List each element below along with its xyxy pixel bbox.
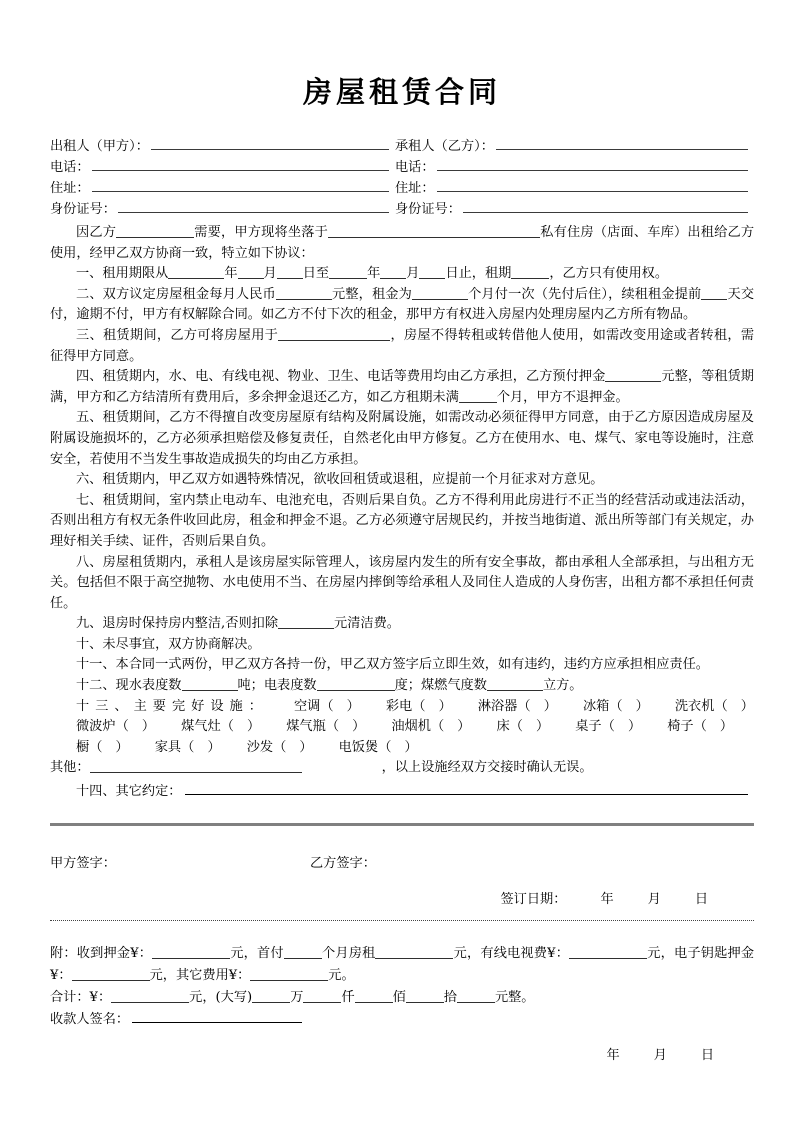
lessee-name-field[interactable] bbox=[395, 137, 754, 158]
receipt-p4: 元，有线电视费¥： bbox=[453, 945, 570, 961]
facility-item bbox=[360, 697, 452, 718]
clause-12-p3: 度；煤燃气度数 bbox=[394, 678, 487, 694]
preamble-part3: 私有住房（店面、车库）出租给乙方使用，经甲乙双方协商一致，特立如下协议： bbox=[50, 225, 755, 261]
gas-meter-blank[interactable] bbox=[487, 678, 543, 691]
lessor-address-field[interactable] bbox=[50, 179, 395, 200]
receipt-other-fee-blank[interactable] bbox=[250, 968, 328, 981]
lessor-name-label: 出租人（甲方）： bbox=[50, 139, 149, 154]
lessor-address-blank[interactable] bbox=[92, 179, 389, 192]
clause-2-p2: 元整，租金为 bbox=[331, 286, 412, 302]
clause-8: 八、房屋租赁期内，承租人是该房屋实际管理人，该房屋内发生的所有安全事故，都由承租人全部承担，与出租方无关。包括但不限于高空抛物、水电使用不当、在房屋内摔倒等给承租人及同住人造成的人身伤害，出租方都不承担任何责任。 bbox=[50, 554, 754, 611]
receipt-p3: 个月房租 bbox=[321, 945, 376, 961]
receipt-key-deposit-blank[interactable] bbox=[72, 968, 150, 981]
start-year-blank[interactable] bbox=[168, 266, 224, 279]
clause-5: 五、租赁期间，乙方不得擅自改变房屋原有结构及附属设施，如需改动必须征得甲方同意，由于乙方原因造成房屋及附属设施损坏的，乙方必须承担赔偿及修复责任，自然老化由甲方修复。乙方在使用水、电、煤气、家电等设施时，注意安全，若使用不当发生事故造成损失的均由乙方承担。 bbox=[50, 410, 754, 467]
clause-3 bbox=[50, 326, 754, 367]
facility-label: 床 bbox=[496, 719, 510, 735]
total-shi-blank[interactable] bbox=[406, 990, 444, 1003]
facility-checkbox[interactable]: （ ） bbox=[89, 739, 129, 755]
facility-item bbox=[365, 717, 470, 738]
facility-label: 微波炉 bbox=[76, 719, 116, 735]
clause-1-p1: 一、租用期限从 bbox=[76, 266, 169, 282]
clause-2 bbox=[50, 285, 754, 326]
clause-2-p3: 个月付一次（先付后住），续租租金提前 bbox=[467, 286, 702, 302]
payment-months-blank[interactable] bbox=[412, 287, 468, 300]
section-divider bbox=[50, 823, 754, 826]
facility-label: 家具 bbox=[154, 739, 182, 755]
party-a-signature-label: 甲方签字： bbox=[50, 855, 116, 871]
facility-checkbox[interactable]: （ ） bbox=[115, 719, 156, 735]
facility-checkbox[interactable]: （ ） bbox=[693, 719, 734, 735]
facility-item bbox=[452, 697, 557, 718]
receipt-total-line bbox=[50, 987, 754, 1009]
lessee-id-blank[interactable] bbox=[463, 200, 748, 213]
facility-item bbox=[313, 738, 418, 759]
signature-row bbox=[50, 854, 754, 874]
total-p3: 万 bbox=[290, 989, 304, 1005]
renewal-days-blank[interactable] bbox=[701, 287, 727, 300]
facility-item bbox=[549, 717, 641, 738]
lessor-id-blank[interactable] bbox=[118, 200, 389, 213]
signing-date-day: 日 bbox=[694, 891, 708, 907]
lessor-id-field[interactable] bbox=[50, 200, 395, 221]
clause-4-p3: 个月，甲方不退押金。 bbox=[496, 389, 629, 405]
facility-item bbox=[649, 697, 754, 718]
facility-checkbox[interactable]: （ ） bbox=[609, 698, 649, 714]
preamble-paragraph bbox=[50, 223, 754, 264]
facility-checkbox[interactable]: （ ） bbox=[412, 698, 452, 714]
receipt-p5: 元，电子钥匙押金¥： bbox=[50, 945, 755, 983]
parties-header bbox=[50, 137, 754, 221]
water-meter-blank[interactable] bbox=[182, 678, 238, 691]
start-month-blank[interactable] bbox=[238, 266, 264, 279]
clause-12-p2: 吨；电表度数 bbox=[237, 678, 317, 694]
clause-13-other-row bbox=[50, 758, 754, 779]
facility-checkbox[interactable]: （ ） bbox=[220, 719, 261, 735]
total-p7: 元整。 bbox=[494, 989, 535, 1005]
other-terms-blank[interactable] bbox=[185, 781, 749, 795]
clause-1-p2: 年 bbox=[224, 266, 238, 282]
facility-checkbox[interactable]: （ ） bbox=[181, 739, 221, 755]
facility-item bbox=[471, 717, 550, 738]
signing-date-year: 年 bbox=[600, 891, 614, 907]
lessor-id-label: 身份证号： bbox=[50, 202, 116, 217]
total-p6: 拾 bbox=[443, 989, 457, 1005]
receipt-p6: 元，其它费用¥： bbox=[149, 967, 251, 983]
clause-4-p1: 四、租赁期内，水、电、有线电视、物业、卫生、电话等费用均由乙方承担，乙方预付押金 bbox=[76, 369, 606, 385]
lessor-name-field[interactable] bbox=[50, 137, 395, 158]
total-wan-blank[interactable] bbox=[252, 990, 290, 1003]
end-month-blank[interactable] bbox=[380, 266, 406, 279]
clause-2-p4: 天交付，逾期不付，甲方有权解除合同。如乙方不付下次的租金，那甲方有权进入房屋内处理房屋内乙方所有物品。 bbox=[50, 286, 755, 323]
party-b-signature-field[interactable] bbox=[310, 854, 570, 874]
facility-checkbox[interactable]: （ ） bbox=[325, 719, 366, 735]
facility-label: 空调 bbox=[293, 698, 321, 714]
facility-item bbox=[557, 697, 649, 718]
facility-item bbox=[129, 738, 221, 759]
receipt-date-month: 月 bbox=[653, 1047, 667, 1063]
lessee-phone-blank[interactable] bbox=[437, 158, 748, 171]
clause-13-note: ，以上设施经双方交接时确认无误。 bbox=[381, 760, 593, 776]
lessee-name-blank[interactable] bbox=[496, 137, 748, 150]
payee-signature-field[interactable] bbox=[50, 1009, 754, 1031]
clause-9-p2: 元清洁费。 bbox=[334, 616, 400, 632]
clause-1-p8: ，乙方只有使用权。 bbox=[549, 266, 669, 282]
facility-label: 煤气瓶 bbox=[286, 719, 326, 735]
facility-checkbox[interactable]: （ ） bbox=[273, 739, 313, 755]
facility-label: 彩电 bbox=[385, 698, 413, 714]
clause-12-p4: 立方。 bbox=[542, 678, 583, 694]
clause-13-other-label: 其他： bbox=[50, 760, 90, 776]
signing-date-month: 月 bbox=[647, 891, 661, 907]
receipt-first-months-blank[interactable] bbox=[284, 946, 322, 959]
facility-checkbox[interactable]: （ ） bbox=[509, 719, 550, 735]
facility-label: 椅子 bbox=[667, 719, 694, 735]
facility-item bbox=[50, 738, 129, 759]
lessor-name-blank[interactable] bbox=[151, 137, 389, 150]
facility-checkbox[interactable]: （ ） bbox=[430, 719, 471, 735]
preamble-part2: 需要，甲方现将坐落于 bbox=[194, 225, 329, 240]
receipt-tv-fee-blank[interactable] bbox=[569, 946, 647, 959]
receipt-p1: 附：收到押金¥： bbox=[50, 945, 153, 961]
preamble-part1: 因乙方 bbox=[76, 225, 117, 240]
facility-checkbox[interactable]: （ ） bbox=[601, 719, 642, 735]
total-p2: 元，(大写) bbox=[189, 989, 253, 1005]
lessor-phone-label: 电话： bbox=[50, 160, 90, 175]
receipt-date-day: 日 bbox=[700, 1047, 714, 1063]
clause-13-facilities bbox=[50, 697, 754, 759]
clause-11: 十一、本合同一式两份，甲乙双方各持一份，甲乙双方签字后立即生效，如有违约，违约方应承担相应责任。 bbox=[76, 657, 709, 673]
receipt-deposit-blank[interactable] bbox=[152, 946, 230, 959]
preamble-purpose-blank[interactable] bbox=[116, 225, 194, 238]
total-p1: 合计：¥： bbox=[50, 989, 112, 1005]
facility-label: 电饭煲 bbox=[338, 739, 379, 755]
lessee-name-label: 承租人（乙方）： bbox=[395, 139, 494, 154]
total-p5: 佰 bbox=[392, 989, 406, 1005]
electric-meter-blank[interactable] bbox=[317, 678, 395, 691]
clause-9-p1: 九、退房时保持房内整洁,否则扣除 bbox=[76, 616, 279, 632]
receipt-p7: 元。 bbox=[328, 967, 355, 983]
total-p4: 仟 bbox=[341, 989, 355, 1005]
clause-7: 七、租赁期间，室内禁止电动车、电池充电，否则后果自负。乙方不得利用此房进行不正当的经营活动或违法活动，否则出租方有权无条件收回此房，租金和押金不退。乙方必须遵守居规民约，并按当地街道、派出所等部门有关规定，办理好相关手续、证件，否则后果自负。 bbox=[50, 492, 754, 549]
receipt-p2: 元，首付 bbox=[230, 945, 284, 961]
total-bai-blank[interactable] bbox=[355, 990, 393, 1003]
end-year-blank[interactable] bbox=[329, 266, 367, 279]
signing-date-field[interactable] bbox=[50, 888, 754, 907]
lessee-id-label: 身份证号： bbox=[395, 202, 461, 217]
clause-9 bbox=[50, 614, 754, 635]
party-a-signature-field[interactable] bbox=[50, 854, 310, 874]
clause-3-p2: ，房屋不得转租或转借他人使用，如需改变用途或者转租，需征得甲方同意。 bbox=[50, 327, 755, 364]
clause-6: 六、租赁期内，甲乙双方如遇特殊情况，欲收回租赁或退租，应提前一个月征求对方意见。 bbox=[76, 472, 604, 488]
clause-1-p4: 日至 bbox=[302, 266, 330, 282]
facility-checkbox[interactable]: （ ） bbox=[517, 698, 557, 714]
clause-1-p6: 月 bbox=[406, 266, 420, 282]
monthly-rent-blank[interactable] bbox=[276, 287, 332, 300]
lessee-id-field[interactable] bbox=[395, 200, 754, 221]
deposit-amount-blank[interactable] bbox=[605, 369, 661, 382]
receipt-date-field[interactable] bbox=[50, 1045, 754, 1067]
end-day-blank[interactable] bbox=[419, 266, 445, 279]
facility-item bbox=[268, 697, 360, 718]
clause-12 bbox=[50, 676, 754, 697]
clause-1 bbox=[50, 264, 754, 285]
lessor-phone-field[interactable] bbox=[50, 158, 395, 179]
facility-item bbox=[260, 717, 365, 738]
lessee-address-field[interactable] bbox=[395, 179, 754, 200]
lessee-phone-label: 电话： bbox=[395, 160, 435, 175]
clause-3-p1: 三、租赁期间，乙方可将房屋用于 bbox=[76, 327, 279, 343]
min-months-blank[interactable] bbox=[459, 390, 497, 403]
lessor-phone-blank[interactable] bbox=[92, 158, 389, 171]
facility-label: 淋浴器 bbox=[477, 698, 518, 714]
facility-item bbox=[50, 717, 155, 738]
lease-term-blank[interactable] bbox=[511, 266, 549, 279]
payee-signature-blank[interactable] bbox=[132, 1009, 302, 1023]
facility-checkbox[interactable]: （ ） bbox=[320, 698, 360, 714]
clause-1-p5: 年 bbox=[367, 266, 381, 282]
facility-item bbox=[641, 717, 733, 738]
total-amount-blank[interactable] bbox=[111, 990, 189, 1003]
clause-14 bbox=[50, 781, 754, 803]
facility-checkbox[interactable]: （ ） bbox=[378, 739, 418, 755]
total-yuan-blank[interactable] bbox=[457, 990, 495, 1003]
facility-checkbox[interactable]: （ ） bbox=[714, 698, 754, 714]
preamble-location-blank[interactable] bbox=[328, 225, 540, 238]
clause-14-label: 十四、其它约定： bbox=[76, 784, 182, 800]
facility-label: 油烟机 bbox=[391, 719, 431, 735]
facility-label: 橱 bbox=[76, 739, 90, 755]
facility-label: 沙发 bbox=[246, 739, 274, 755]
receipt-amounts-line bbox=[50, 943, 754, 987]
lessee-phone-field[interactable] bbox=[395, 158, 754, 179]
clause-1-p7: 日止，租期 bbox=[445, 266, 512, 282]
tear-line bbox=[50, 920, 754, 921]
clause-2-p1: 二、双方议定房屋租金每月人民币 bbox=[76, 286, 276, 302]
appendix-receipt bbox=[50, 943, 754, 1067]
facility-label: 煤气灶 bbox=[181, 719, 221, 735]
property-use-blank[interactable] bbox=[278, 328, 390, 341]
clause-13-prefix: 十三、主要完好设施： bbox=[76, 698, 268, 714]
total-qian-blank[interactable] bbox=[303, 990, 341, 1003]
clause-1-p3: 月 bbox=[263, 266, 277, 282]
clause-10: 十、未尽事宜，双方协商解决。 bbox=[76, 636, 261, 652]
facility-item bbox=[155, 717, 260, 738]
other-facilities-blank[interactable] bbox=[90, 760, 302, 773]
facility-item bbox=[221, 738, 313, 759]
receipt-date-year: 年 bbox=[606, 1047, 620, 1063]
lessor-address-label: 住址： bbox=[50, 181, 90, 196]
start-day-blank[interactable] bbox=[277, 266, 303, 279]
lessee-address-label: 住址： bbox=[395, 181, 435, 196]
signing-date-label: 签订日期： bbox=[500, 891, 567, 907]
clause-12-p1: 十二、现水表度数 bbox=[76, 678, 182, 694]
lessee-address-blank[interactable] bbox=[437, 179, 748, 192]
clause-4-p2: 元整，等租赁期满，甲方和乙方结清所有费用后，多余押金退还乙方，如乙方租期未满 bbox=[50, 369, 754, 405]
facility-label: 洗衣机 bbox=[674, 698, 715, 714]
party-b-signature-label: 乙方签字： bbox=[310, 855, 376, 871]
receipt-rent-blank[interactable] bbox=[375, 946, 453, 959]
clause-4 bbox=[50, 367, 754, 408]
cleaning-fee-blank[interactable] bbox=[278, 616, 334, 629]
page-title: 房屋租赁合同 bbox=[302, 75, 501, 109]
payee-signature-label: 收款人签名： bbox=[50, 1011, 130, 1027]
facility-label: 桌子 bbox=[575, 719, 602, 735]
facility-label: 冰箱 bbox=[582, 698, 610, 714]
